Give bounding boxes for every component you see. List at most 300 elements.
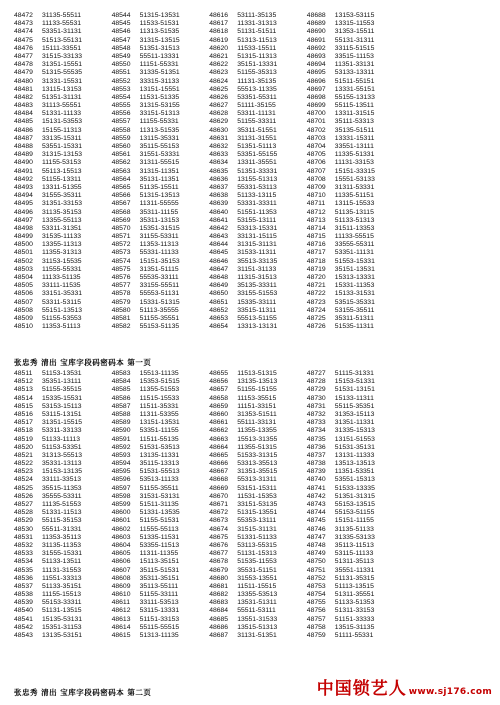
key-code: 13311-31515 [334,110,375,118]
code-row [307,86,399,94]
code-row [112,476,204,484]
key-number: 48704 [306,143,326,150]
code-row [14,526,106,534]
key-number: 48600 [111,509,131,517]
key-code: 15551-53133 [334,175,375,183]
key-number: 48477 [14,52,33,60]
code-row [112,241,204,249]
key-number: 48496 [14,208,33,216]
key-number: 48691 [306,36,326,44]
key-number: 48502 [14,257,33,265]
code-row [307,249,399,257]
key-code: 51311-35551 [334,591,375,599]
key-number: 48611 [111,599,130,607]
code-row [209,468,301,476]
key-number: 48574 [111,257,131,265]
key-number: 48755 [306,599,326,607]
code-row [14,315,106,323]
key-code: 31515-31131 [237,525,277,533]
key-code: 51533-31315 [237,451,278,459]
key-number: 48588 [111,410,131,418]
key-number: 48731 [306,402,326,410]
key-code: 51331-11133 [42,110,82,118]
key-code: 51133-35151 [42,582,82,590]
code-row [14,282,106,290]
code-row [112,485,204,493]
key-code: 51113-35555 [139,306,179,314]
key-code: 55115-35153 [42,517,82,525]
key-number: 48568 [111,208,131,216]
code-row [307,370,399,378]
key-number: 48680 [209,574,229,582]
key-number: 48526 [14,492,33,500]
key-code: 51311-33153 [334,607,375,615]
code-row [14,12,106,20]
key-number: 48483 [14,102,33,110]
code-row [14,436,106,444]
code-row [14,427,106,435]
code-row [307,542,399,550]
key-code: 15351-31153 [42,623,82,631]
code-row [14,567,106,575]
code-row [209,323,301,331]
key-number: 48591 [111,435,131,443]
code-row [307,28,399,36]
key-number: 48735 [306,435,326,443]
key-code: 51531-53513 [139,443,180,451]
key-code: 31335-51351 [139,69,180,77]
key-code: 55151-13513 [42,306,83,314]
key-number: 48614 [111,623,131,631]
key-code: 31555-35311 [42,192,82,200]
key-code: 35513-33135 [237,257,278,265]
key-code: 51155-35313 [237,69,277,77]
key-code: 13131-11333 [334,451,375,459]
key-number: 48508 [14,306,33,314]
code-row [112,266,204,274]
code-row [14,290,106,298]
key-number: 48664 [209,443,229,451]
code-row [209,517,301,525]
key-number: 48567 [111,200,131,208]
key-number: 48534 [14,558,33,566]
code-row [112,135,204,143]
key-number: 48651 [209,298,229,306]
code-row [307,233,399,241]
key-number: 48719 [306,265,326,273]
key-number: 48522 [14,460,33,468]
key-code: 35115-13313 [139,460,180,468]
key-code: 11511-35331 [139,402,179,410]
key-code: 11331-31313 [237,20,277,28]
code-row [112,632,204,640]
key-number: 48724 [306,306,326,314]
code-row [14,616,106,624]
code-row [307,419,399,427]
key-code: 11315-31513 [237,274,277,281]
code-row [209,460,301,468]
code-row [112,94,204,102]
key-code: 35111-53313 [334,118,374,126]
key-number: 48627 [209,102,229,110]
key-code: 31315-13153 [42,151,83,159]
code-row [14,168,106,176]
key-code: 51331-51133 [237,533,277,541]
key-code: 51155-35551 [139,314,180,322]
key-code: 13115-13153 [42,85,82,93]
code-row [112,517,204,525]
key-code: 35311-13153 [139,216,180,224]
code-row [307,61,399,69]
key-code: 53311-53115 [42,298,82,306]
key-code: 11131-31553 [42,566,82,574]
code-row [14,386,106,394]
key-code: 55313-31311 [237,476,277,484]
key-code: 35351-13111 [42,378,82,386]
key-number: 48579 [111,298,131,306]
code-row [307,282,399,290]
key-number: 48491 [14,167,33,175]
key-number: 48495 [14,200,33,208]
key-code: 13311-51355 [42,183,82,191]
key-number: 48744 [306,509,326,517]
key-code: 51113-13515 [334,582,374,590]
code-row [112,176,204,184]
key-code: 31331-15531 [42,77,83,85]
code-row [112,315,204,323]
code-row [112,493,204,501]
code-row [209,542,301,550]
code-row [307,517,399,525]
key-number: 48603 [111,533,131,541]
key-number: 48717 [306,249,326,257]
key-code: 53513-11133 [139,476,179,484]
key-number: 48647 [209,265,229,273]
code-row [112,542,204,550]
key-number: 48742 [306,492,326,500]
key-code: 31135-55511 [42,12,82,19]
key-number: 48739 [306,468,326,476]
code-row [14,370,106,378]
key-number: 48562 [111,159,131,167]
key-code: 35151-13531 [334,265,375,273]
code-row [209,436,301,444]
key-code: 35113-55111 [139,582,179,590]
key-number: 48722 [306,290,326,298]
key-number: 48737 [306,451,326,459]
key-code: 13515-31135 [334,623,375,631]
code-row [112,468,204,476]
code-row [209,567,301,575]
key-code: 51131-13515 [42,607,82,615]
key-number: 48753 [306,582,326,590]
code-row [307,135,399,143]
key-code: 15151-11155 [334,517,374,525]
code-row [307,607,399,615]
key-code: 11353-35113 [42,533,82,541]
code-row [209,591,301,599]
key-number: 48479 [14,69,33,77]
key-code: 51535-11311 [334,323,374,331]
code-row [112,526,204,534]
code-row [112,427,204,435]
key-code: 33551-13111 [334,143,374,150]
code-column [307,370,399,640]
code-row [112,274,204,282]
key-code: 15335-33111 [237,298,277,306]
key-code: 11355-13355 [237,427,277,435]
key-code: 53115-13331 [139,607,180,615]
key-number: 48525 [14,484,33,492]
code-row [14,241,106,249]
key-number: 48592 [111,443,131,451]
key-code: 35311-11155 [139,208,179,216]
key-number: 48718 [306,257,326,265]
key-code: 51155-35515 [42,386,82,394]
key-number: 48679 [209,566,229,574]
key-number: 48548 [111,44,131,52]
key-code: 11531-51335 [139,93,180,101]
code-row [307,176,399,184]
key-number: 48605 [111,550,131,558]
code-row [209,28,301,36]
code-row [14,307,106,315]
key-code: 33315-31133 [139,77,180,85]
code-row [307,315,399,323]
key-number: 48535 [14,566,33,574]
code-row [112,184,204,192]
key-number: 48475 [14,36,33,44]
code-row [14,176,106,184]
key-code: 11355-31313 [42,249,82,257]
key-number: 48646 [209,257,229,265]
code-row [112,233,204,241]
code-row [209,370,301,378]
key-number: 48543 [14,632,33,639]
key-code: 11555-55331 [42,265,82,273]
key-number: 48545 [111,20,131,28]
key-code: 55353-13111 [237,517,277,525]
key-number: 48516 [14,410,33,418]
key-code: 13331-55151 [334,85,375,93]
key-number: 48682 [209,591,229,599]
key-number: 48676 [209,541,229,549]
code-column [209,12,301,331]
code-row [209,599,301,607]
key-code: 35555-53311 [42,492,82,500]
code-row [14,127,106,135]
key-number: 48725 [306,314,326,322]
code-row [307,200,399,208]
key-number: 48547 [111,36,131,44]
code-row [307,591,399,599]
key-code: 51155-51531 [139,517,180,525]
key-code: 11335-51151 [334,192,374,200]
code-row [14,53,106,61]
code-row [307,274,399,282]
code-row [14,403,106,411]
code-row [307,102,399,110]
code-row [307,501,399,509]
key-number: 48498 [14,224,33,232]
code-row [14,110,106,118]
code-row [14,118,106,126]
key-number: 48667 [209,468,229,476]
code-row [307,241,399,249]
key-number: 48510 [14,323,33,331]
key-number: 48473 [14,20,33,28]
key-number: 48540 [14,607,33,615]
key-number: 48643 [209,233,229,241]
key-code: 53113-55315 [237,541,277,549]
key-code: 11153-35515 [237,394,277,402]
key-number: 48541 [14,615,33,623]
code-row [209,274,301,282]
key-code: 51151-33333 [334,615,375,623]
code-row [209,411,301,419]
key-number: 48625 [209,85,229,93]
key-number: 48566 [111,192,131,200]
key-code: 55511-31331 [42,525,82,533]
code-row [307,403,399,411]
key-code: 51315-11313 [237,52,277,60]
key-number: 48536 [14,574,33,582]
key-number: 48738 [306,460,326,468]
key-code: 33515-11153 [334,52,374,60]
code-table-page-1 [14,12,496,331]
code-column [209,370,301,640]
code-row [112,452,204,460]
code-row [14,444,106,452]
key-number: 48532 [14,541,33,549]
key-code: 13135-53151 [42,632,83,639]
code-column [112,370,204,640]
key-code: 11311-55555 [139,200,179,208]
code-row [209,427,301,435]
key-number: 48506 [14,290,33,298]
code-row [14,143,106,151]
key-code: 53313-15331 [237,224,278,232]
key-code: 15331-51315 [139,298,180,306]
code-column [14,12,106,331]
key-code: 51315-13551 [237,509,278,517]
key-code: 53313-35513 [237,460,278,468]
code-row [112,583,204,591]
key-code: 33111-11535 [42,282,81,290]
key-number: 48686 [209,623,229,631]
key-code: 51133-51353 [334,599,375,607]
key-code: 33111-53513 [139,599,179,607]
code-column [112,12,204,331]
code-row [307,378,399,386]
key-number: 48524 [14,476,33,484]
key-number: 48754 [306,591,326,599]
key-code: 51351-31131 [42,93,82,101]
key-code: 31353-51511 [237,410,277,418]
key-number: 48490 [14,159,33,167]
key-number: 48672 [209,509,229,517]
key-code: 55155-13133 [334,93,375,101]
code-row [209,444,301,452]
key-number: 48669 [209,484,229,492]
key-number: 48677 [209,550,229,558]
key-number: 48559 [111,134,131,142]
key-code: 13313-13131 [237,323,278,331]
key-number: 48730 [306,394,326,402]
key-number: 48610 [111,591,131,599]
code-row [14,591,106,599]
code-row [307,184,399,192]
key-code: 51535-11553 [237,558,277,566]
code-row [209,61,301,69]
key-code: 51155-33311 [237,118,277,126]
key-code: 55115-13511 [334,102,374,110]
key-code: 53133-13311 [334,69,375,77]
code-row [209,176,301,184]
key-code: 51351-51113 [237,143,277,150]
code-row [14,200,106,208]
code-row [14,249,106,257]
key-code: 35135-33311 [237,282,277,290]
key-number: 48642 [209,224,229,232]
key-number: 48515 [14,402,33,410]
key-code: 11155-53153 [42,159,82,167]
key-code: 11155-55331 [139,118,179,126]
code-row [14,558,106,566]
key-number: 48586 [111,394,131,402]
code-row [14,411,106,419]
key-code: 15513-31355 [237,435,278,443]
key-number: 48709 [306,183,326,191]
key-number: 48700 [306,110,326,118]
key-code: 31351-15551 [42,61,83,69]
key-code: 15153-13135 [42,468,83,476]
key-number: 48699 [306,102,326,110]
key-code: 51351-31315 [334,492,375,500]
key-code: 31551-53331 [139,151,180,159]
code-row [307,151,399,159]
code-row [112,460,204,468]
code-row [209,403,301,411]
key-number: 48585 [111,386,131,394]
code-row [209,550,301,558]
key-number: 48648 [209,274,229,281]
key-code: 15131-53553 [42,118,83,126]
key-number: 48644 [209,241,229,249]
key-number: 48569 [111,216,131,224]
key-number: 48728 [306,378,326,386]
code-row [112,550,204,558]
key-number: 48685 [209,615,229,623]
key-number: 48670 [209,492,229,500]
key-code: 51311-35113 [334,558,374,566]
key-number: 48596 [111,476,131,484]
key-code: 51313-11135 [139,632,179,639]
key-number: 48634 [209,159,229,167]
key-code: 13135-13513 [237,378,278,386]
code-row [209,307,301,315]
key-code: 51513-55131 [42,36,83,44]
key-number: 48612 [111,607,131,615]
key-number: 48736 [306,443,326,451]
key-code: 13551-31533 [237,615,278,623]
code-row [209,209,301,217]
key-code: 13355-53513 [237,591,278,599]
key-number: 48550 [111,61,131,69]
key-number: 48696 [306,77,326,85]
code-row [112,624,204,632]
code-row [14,102,106,110]
